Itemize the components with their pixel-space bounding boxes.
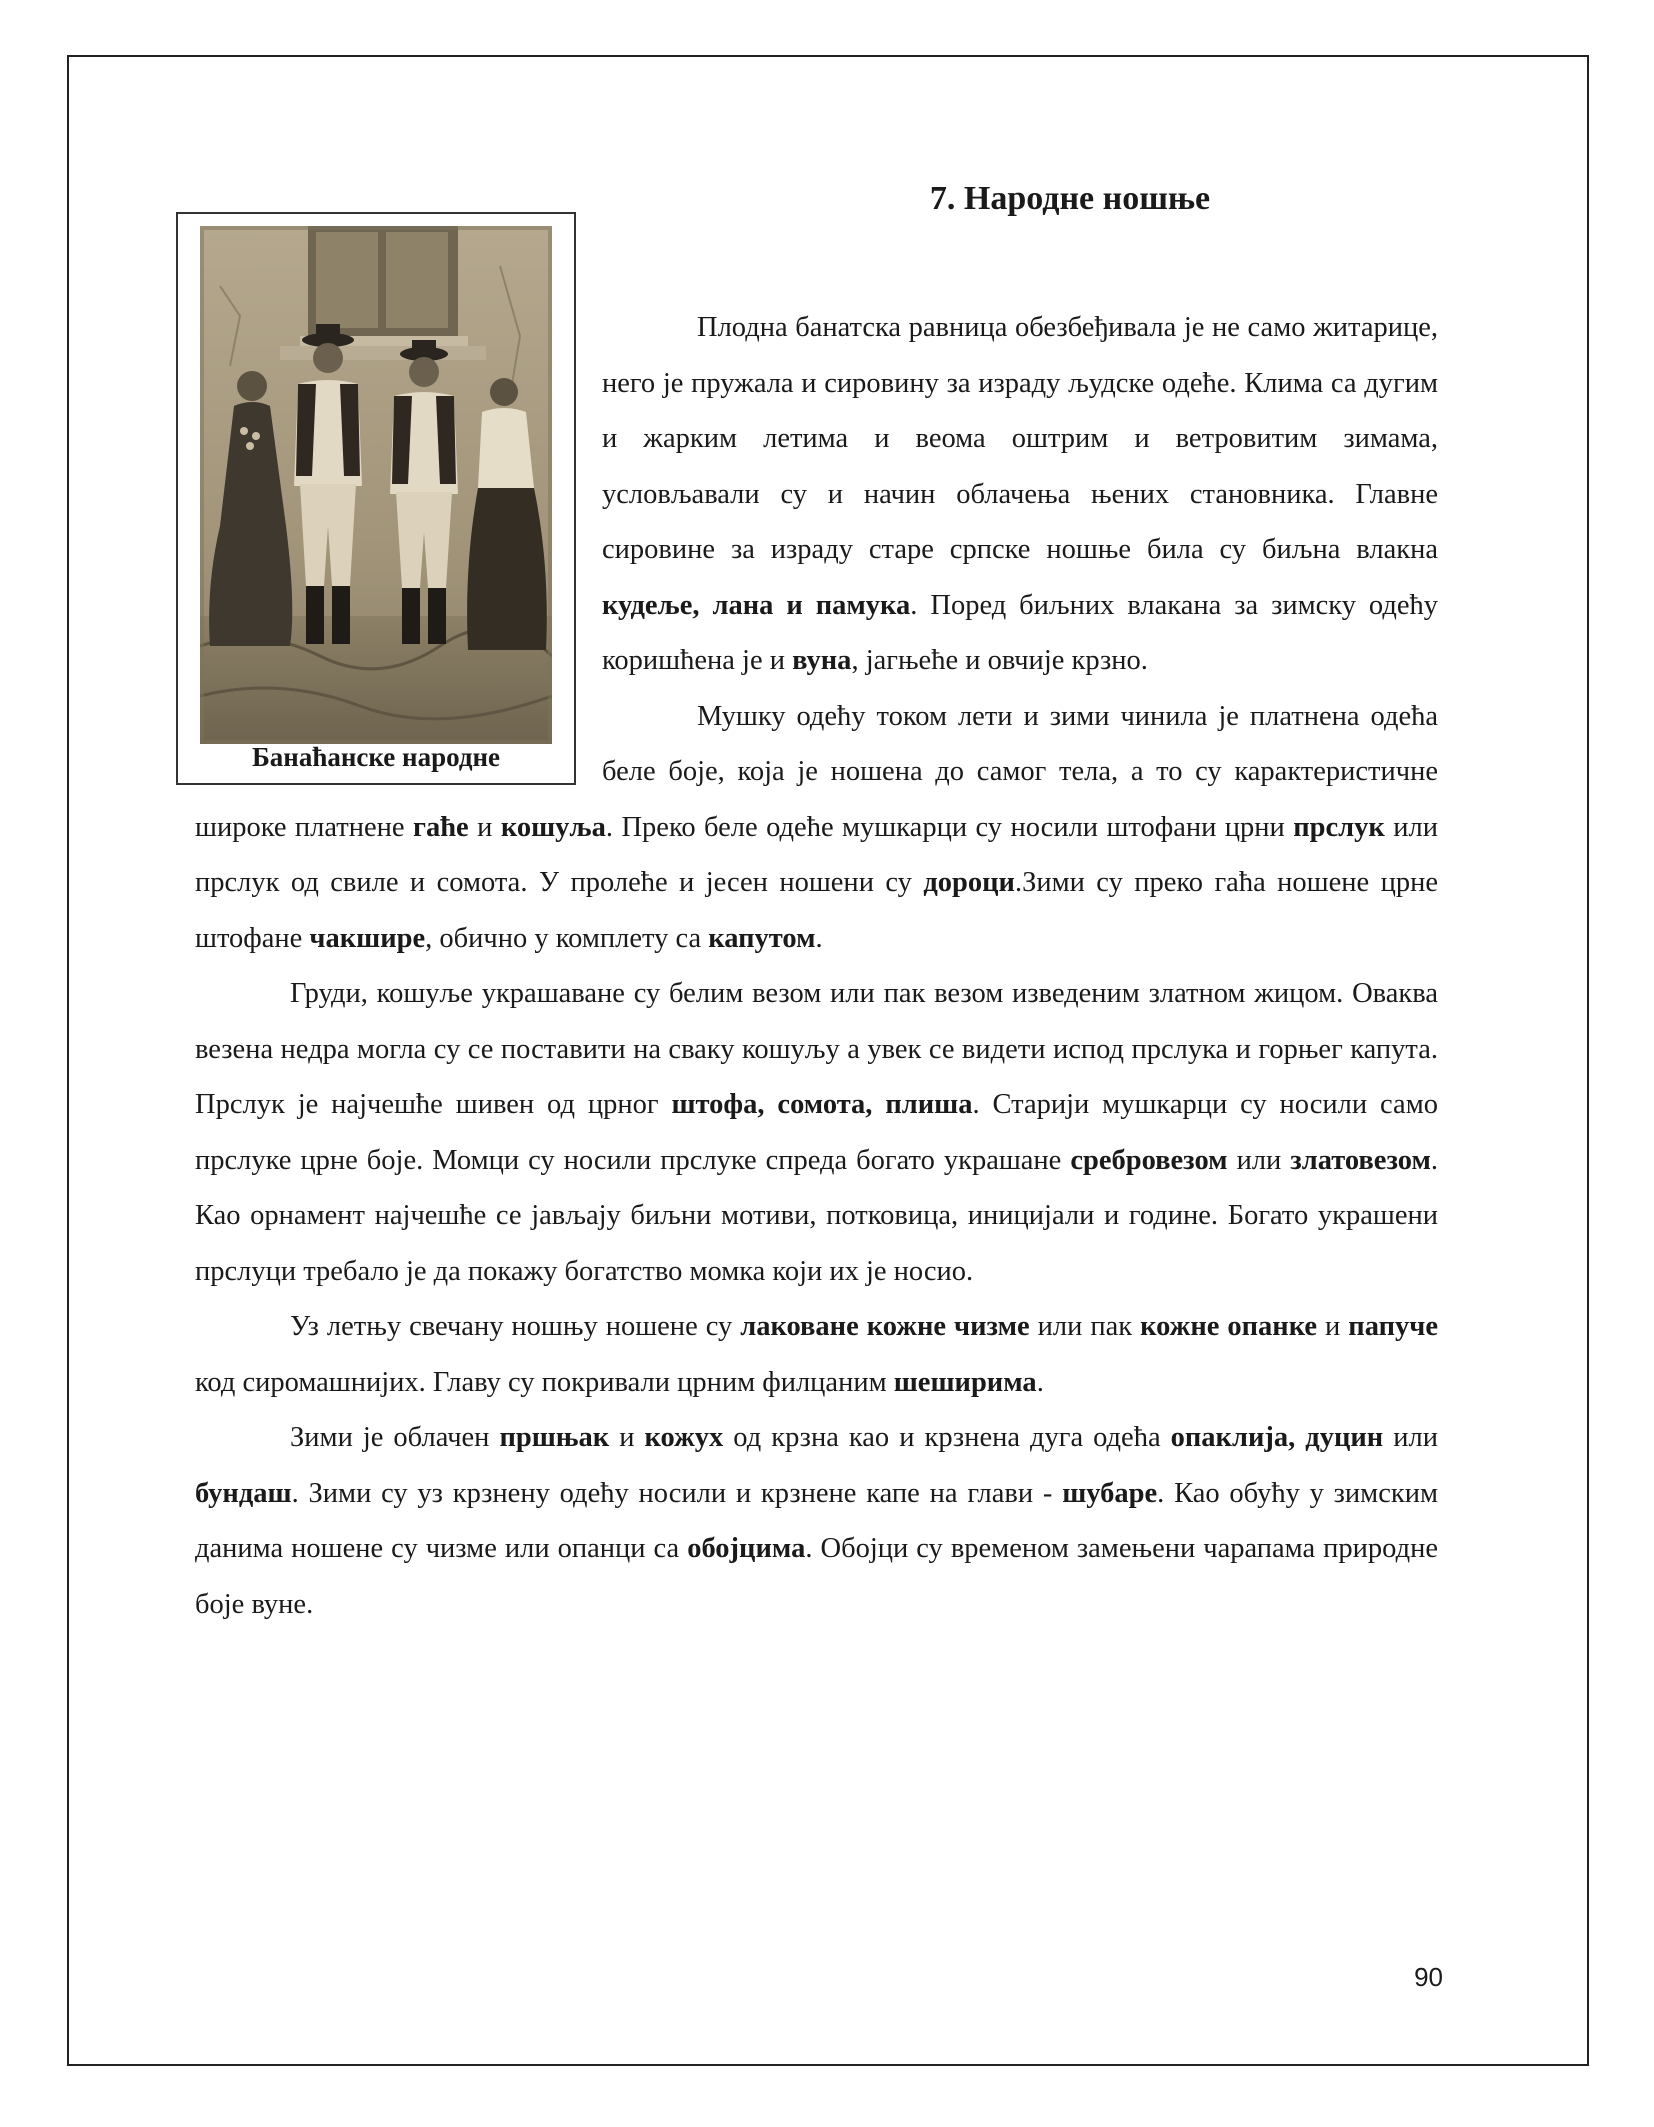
text-run: . Зими су уз крзнену одећу носили и крзнене капе на глави - xyxy=(291,1477,1063,1509)
text-run: Зими је облачен xyxy=(290,1422,500,1453)
bold-term: прслук xyxy=(1293,811,1385,843)
bold-term: штофа, сомота, плиша xyxy=(671,1089,973,1120)
paragraph xyxy=(195,966,1438,1299)
text-run: од крзна као и крзнена дуга одећа xyxy=(723,1422,1171,1453)
text-run: Мушку одећу током лети и зими чинила је платнена одећа беле боје, која је ношена до самог тела, а то су карактеристичне широке платнене xyxy=(195,700,1438,843)
bold-term: пршњак xyxy=(499,1422,610,1453)
text-run: или xyxy=(1383,1422,1438,1453)
bold-term: сребровезом xyxy=(1070,1144,1228,1176)
text-run: . Као обућу у зимским данима ношене су чизме или опанци са xyxy=(195,1477,1439,1564)
text-run: , обично у комплету са xyxy=(425,922,709,954)
bold-term: златовезом xyxy=(1290,1144,1431,1176)
bold-term: кошуља xyxy=(500,811,606,843)
text-run: . Поред биљних влакана за зимску одећу коришћена је и xyxy=(602,589,1438,676)
text-run: . xyxy=(815,922,823,954)
bold-term: кожух xyxy=(644,1422,724,1453)
bold-term: опаклија, дуцин xyxy=(1170,1422,1384,1453)
text-run: Уз летњу свечану ношњу ношене су xyxy=(290,1311,741,1342)
text-run: . Као орнамент најчешће се јављају биљни мотиви, потковица, иницијали и године. Богато украшени прслуци требало је да покажу богатство момка који их је носио. xyxy=(195,1144,1438,1287)
text-run: . Преко беле одеће мушкарци су носили штофани црни xyxy=(605,811,1294,843)
text-run: , јагњеће и овчије крзно. xyxy=(851,645,1148,676)
text-run: Плодна банатска равница обезбеђивала је не само житарице, него је пружала и сировину за израду људске одеће. Клима са дугим и жарким летима и веома оштрим и ветровитим зимама, условљавали су и начин облачења њених становника. Главне сировине за израду старе српске ношње била су биљна влакна xyxy=(602,312,1438,565)
bold-term: шеширима xyxy=(893,1366,1037,1398)
page-number: 90 xyxy=(1414,1962,1443,1992)
figure-caption: Банаћанске народне xyxy=(251,742,501,772)
text-run: код сиромашнијих. Главу су покривали црним филцаним xyxy=(195,1366,894,1398)
text-run: или пак xyxy=(1029,1311,1141,1342)
bold-term: обојцима xyxy=(687,1533,806,1564)
text-run: Груди, кошуље украшаване су белим везом или пак везом изведеним златном жицом. Оваква везена недра могла су се поставити на сваку кошуљу а увек се видети испод прслука и горњег капута. Прслук је најчешће шивен од црног xyxy=(195,978,1438,1120)
paragraph xyxy=(195,1410,1438,1632)
bold-term: папуче xyxy=(1348,1311,1438,1342)
paragraph xyxy=(195,1299,1438,1410)
bold-term: шубаре xyxy=(1062,1477,1158,1509)
text-run: и xyxy=(468,811,501,843)
bold-term: капутом xyxy=(708,922,816,954)
text-run: или прслук од свиле и сомота. У пролеће и јесен ношени су xyxy=(195,811,1438,898)
text-run: или xyxy=(1227,1144,1291,1176)
text-run: . xyxy=(1036,1366,1044,1398)
bold-term: лаковане кожне чизме xyxy=(740,1311,1030,1342)
text-run: . Обојци су временом замењени чарапама природне боје вуне. xyxy=(195,1533,1438,1620)
bold-term: бундаш xyxy=(195,1477,292,1509)
bold-term: вуна xyxy=(792,645,852,676)
figure-wrap-spacer xyxy=(195,300,602,798)
bold-term: кожне опанке xyxy=(1140,1311,1318,1342)
text-run: . Старији мушкарци су носили само прслуке црне боје. Момци су носили прслуке спреда богато украшане xyxy=(195,1089,1438,1176)
section-title: 7. Народне ношње xyxy=(929,180,1211,217)
bold-term: гаће xyxy=(413,811,469,843)
text-run: и xyxy=(1317,1311,1349,1342)
bold-term: дороци xyxy=(923,867,1015,898)
text-run: и xyxy=(609,1422,645,1453)
bold-term: чакшире xyxy=(309,922,426,954)
body-text xyxy=(195,300,1438,1632)
text-run: .Зими су преко гаћа ношене црне штофане xyxy=(195,867,1438,954)
bold-term: кудеље, лана и памука xyxy=(602,589,911,621)
